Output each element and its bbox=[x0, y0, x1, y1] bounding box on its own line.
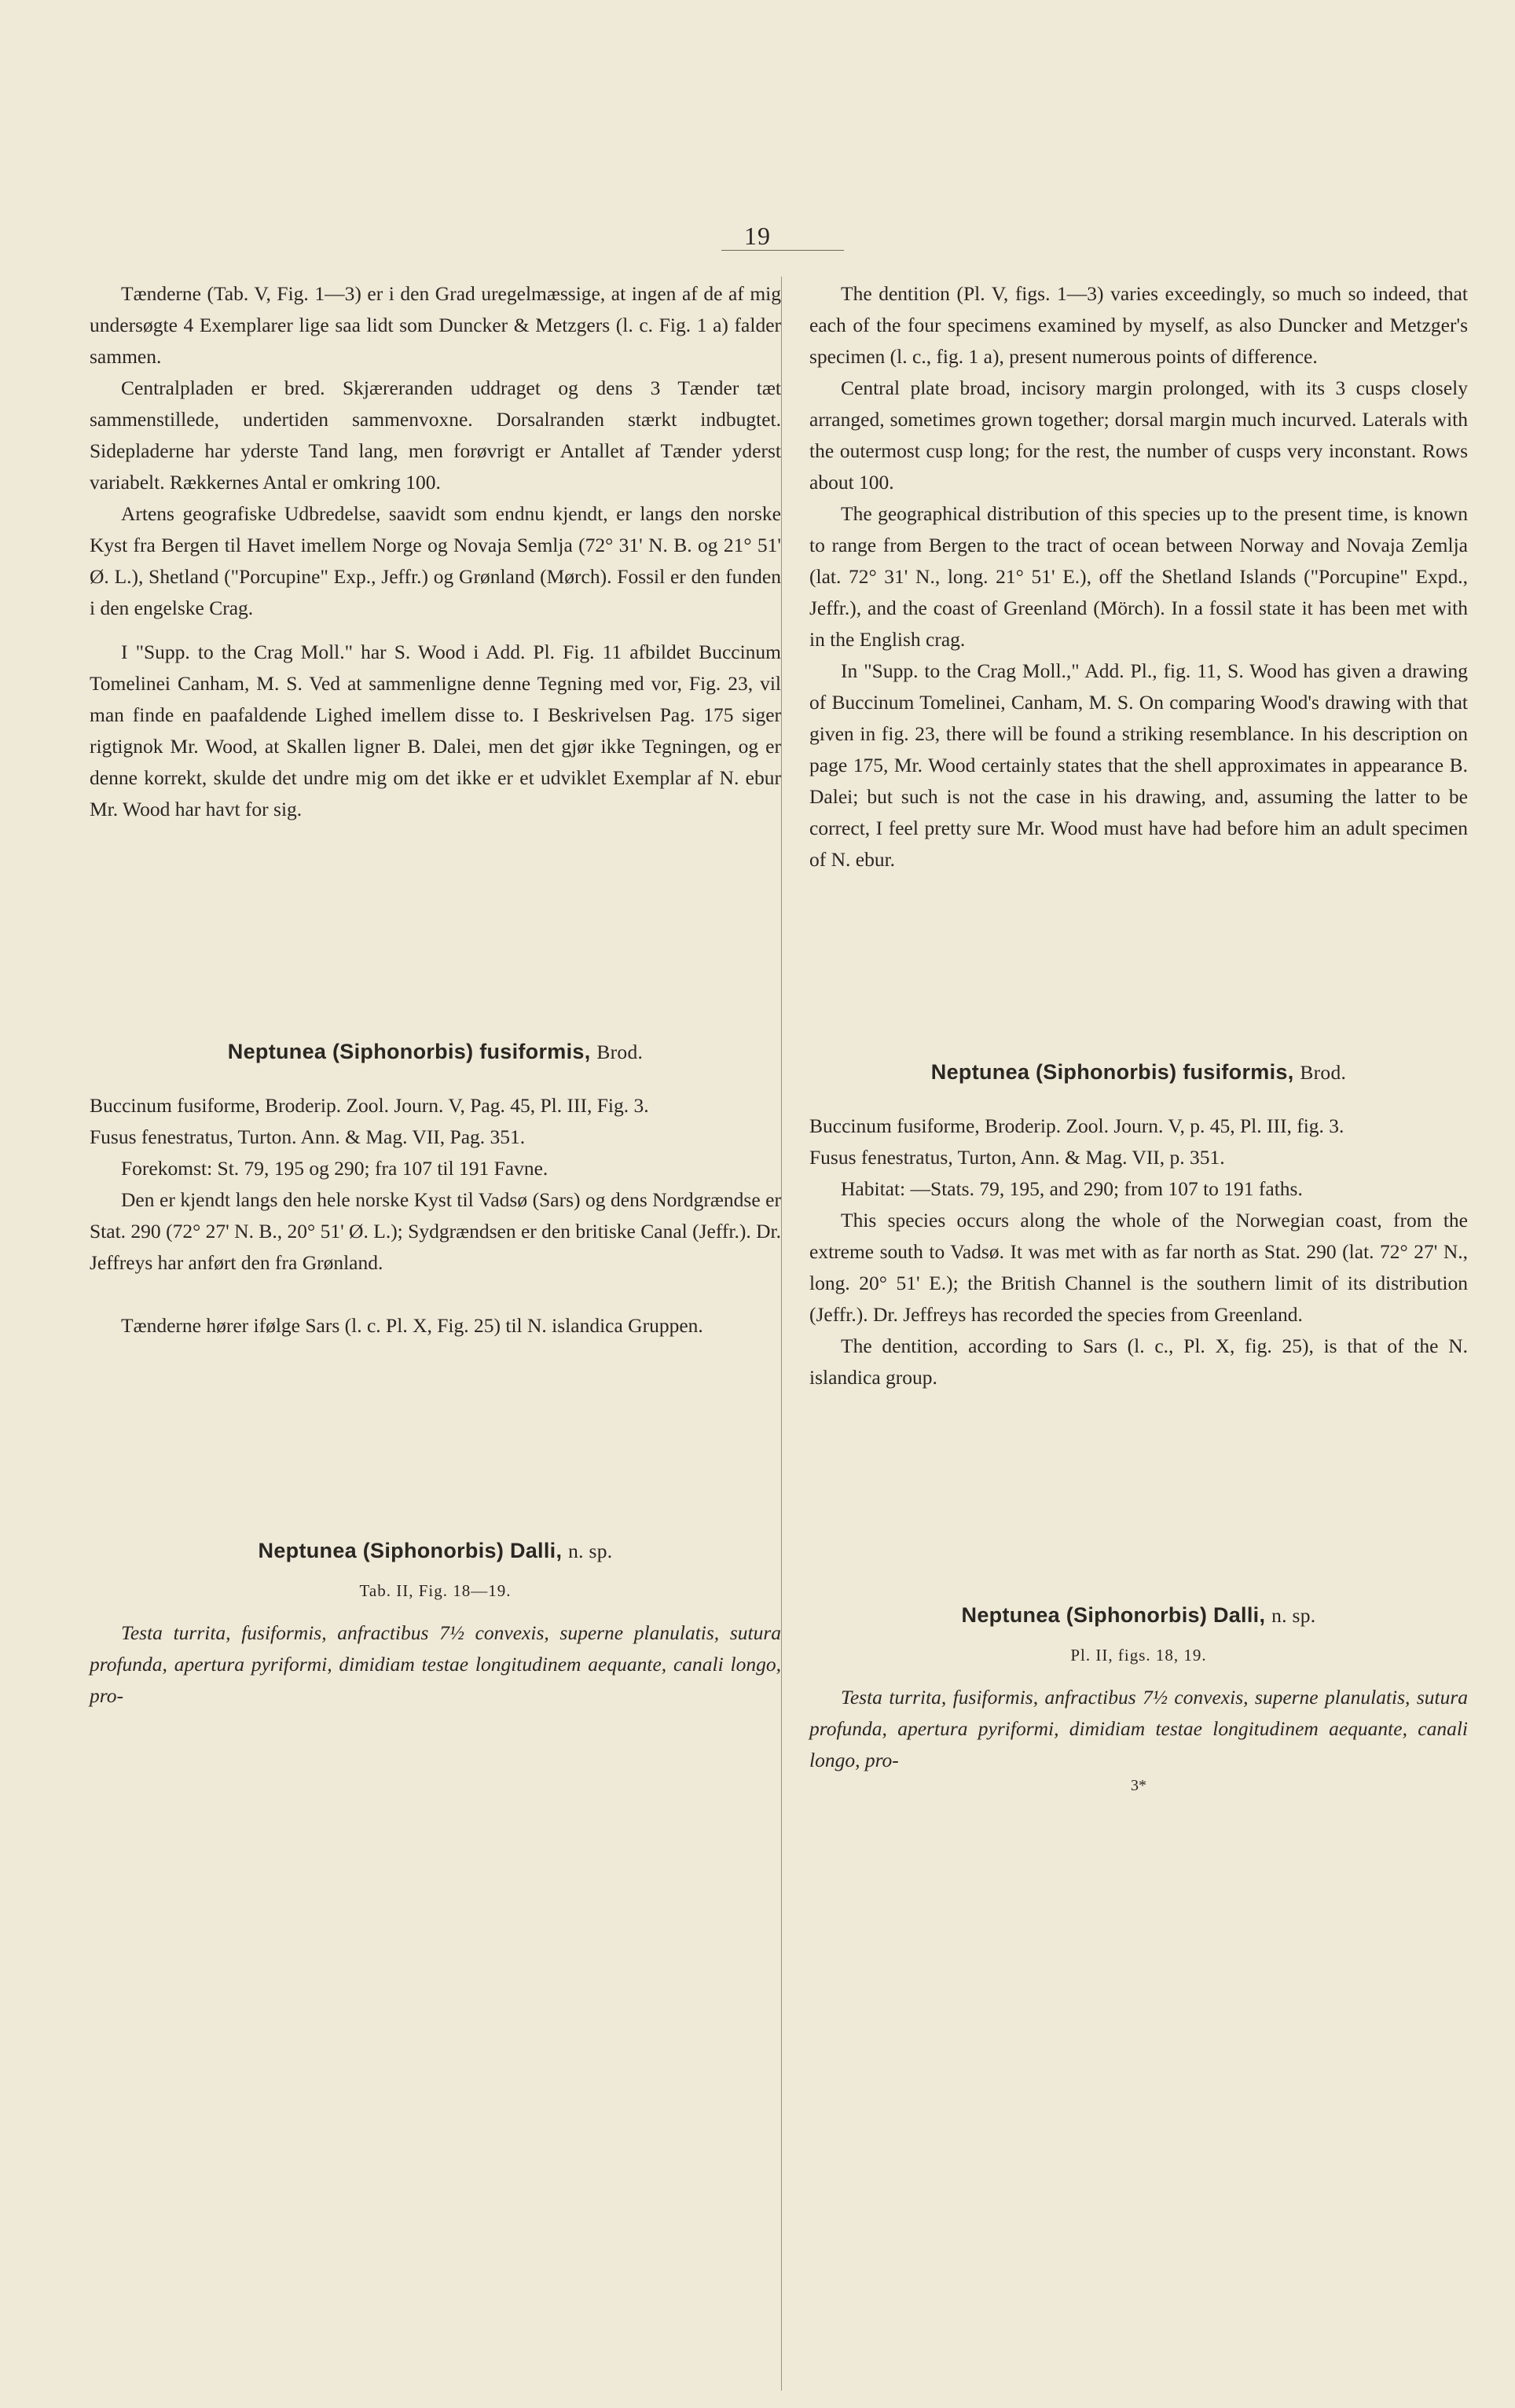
header-rule bbox=[721, 250, 844, 251]
paragraph: The geographical distribution of this species up to the present time, is known to range from Bergen to the tract of ocean between Norway and Novaja Zemlja (lat. 72° 31' N., long. 21° 51' E.), off the Shetland Islands ("Porcupine" Expd., Jeffr.), and the coast of Greenland (Mörch). In a fossil state it has been met with in the English crag. bbox=[809, 502, 1468, 651]
latin-diagnosis: Testa turrita, fusiformis, anfractibus 7½ convexis, superne planulatis, sutura profunda, apertura pyriformi, dimidiam testae longitudinem aequante, canali longo, pro- bbox=[90, 1621, 781, 1707]
paragraph: I "Supp. to the Crag Moll." har S. Wood i Add. Pl. Fig. 11 afbildet Buccinum Tomelinei Canham, M. S. Ved at sammenligne denne Tegning med vor, Fig. 23, vil man finde en paafaldende Lighed imellem disse to. I Beskrivelsen Pag. 175 siger rigtignok Mr. Wood, at Skallen ligner B. Dalei, men det gjør ikke Tegningen, og er denne korrekt, skulde det undre mig om det ikke er et udviklet Exemplar af N. ebur Mr. Wood har havt for sig. bbox=[90, 641, 781, 820]
occurrence: Forekomst: St. 79, 195 og 290; fra 107 til 191 Favne. bbox=[121, 1157, 548, 1180]
paragraph: This species occurs along the whole of the Norwegian coast, from the extreme south to Vadsø. It was met with as far north as Stat. 290 (lat. 72° 27' N., long. 20° 51' E.); the British Channel is the southern limit of its distribution (Jeffr.). Dr. Jeffreys has recorded the species from Greenland. bbox=[809, 1209, 1468, 1326]
species-author: Brod. bbox=[596, 1041, 644, 1063]
paragraph: The dentition, according to Sars (l. c., Pl. X, fig. 25), is that of the N. islandica group. bbox=[809, 1334, 1468, 1389]
habitat: Habitat: —Stats. 79, 195, and 290; from 107 to 191 faths. bbox=[841, 1177, 1303, 1200]
species-heading bbox=[809, 1056, 1468, 1088]
species-author: n. sp. bbox=[568, 1540, 613, 1562]
species-heading bbox=[809, 1599, 1468, 1632]
species-heading bbox=[90, 1535, 781, 1567]
paragraph: Artens geografiske Udbredelse, saavidt som endnu kjendt, er langs den norske Kyst fra Bergen til Havet imellem Norge og Novaja Semlja (72° 31' N. B. og 21° 51' Ø. L.), Shetland ("Porcupine" Exp., Jeffr.) og Grønland (Mørch). Fossil er den funden i den engelske Crag. bbox=[90, 502, 781, 619]
right-column-english bbox=[809, 278, 1468, 1795]
species-name: Neptunea (Siphonorbis) fusiformis, bbox=[930, 1060, 1294, 1084]
species-author: Brod. bbox=[1300, 1061, 1347, 1084]
synonym: Fusus fenestratus, Turton. Ann. & Mag. VII, Pag. 351. bbox=[90, 1125, 526, 1148]
plate-reference: Tab. II, Fig. 18—19. bbox=[359, 1581, 512, 1600]
species-heading bbox=[90, 1036, 781, 1068]
column-divider bbox=[781, 277, 782, 2391]
plate-reference: Pl. II, figs. 18, 19. bbox=[1070, 1646, 1207, 1665]
synonym: Buccinum fusiforme, Broderip. Zool. Journ. V, Pag. 45, Pl. III, Fig. 3. bbox=[90, 1094, 649, 1117]
paragraph: In "Supp. to the Crag Moll.," Add. Pl., fig. 11, S. Wood has given a drawing of Buccinum Tomelinei, Canham, M. S. On comparing Wood's drawing with that given in fig. 23, there will be found a striking resemblance. In his description on page 175, Mr. Wood certainly states that the shell approximates in appearance B. Dalei; but such is not the case in his drawing, and, assuming the latter to be correct, I feel pretty sure Mr. Wood must have had before him an adult specimen of N. ebur. bbox=[809, 659, 1468, 871]
page-number: 19 bbox=[744, 222, 771, 250]
species-name: Neptunea (Siphonorbis) Dalli, bbox=[258, 1539, 563, 1562]
paragraph: Den er kjendt langs den hele norske Kyst til Vadsø (Sars) og dens Nordgrændse er Stat. 290 (72° 27' N. B., 20° 51' Ø. L.); Sydgrændsen er den britiske Canal (Jeffr.). Dr. Jeffreys har anført den fra Grønland. bbox=[90, 1188, 781, 1274]
signature-mark: 3* bbox=[1131, 1777, 1146, 1794]
paragraph: Tænderne hører ifølge Sars (l. c. Pl. X, Fig. 25) til N. islandica Gruppen. bbox=[121, 1314, 703, 1337]
paragraph: Central plate broad, incisory margin prolonged, with its 3 cusps closely arranged, sometimes grown together; dorsal margin much incurved. Laterals with the outermost cusp long; for the rest, the number of cusps very inconstant. Rows about 100. bbox=[809, 376, 1468, 494]
paragraph: The dentition (Pl. V, figs. 1—3) varies exceedingly, so much so indeed, that each of the four specimens examined by myself, as also Duncker and Metzger's specimen (l. c., fig. 1 a), present numerous points of difference. bbox=[809, 282, 1468, 368]
synonym: Fusus fenestratus, Turton, Ann. & Mag. VII, p. 351. bbox=[809, 1146, 1225, 1169]
species-author: n. sp. bbox=[1271, 1604, 1316, 1627]
species-name: Neptunea (Siphonorbis) Dalli, bbox=[961, 1603, 1266, 1627]
species-name: Neptunea (Siphonorbis) fusiformis, bbox=[227, 1040, 591, 1063]
synonym: Buccinum fusiforme, Broderip. Zool. Journ. V, p. 45, Pl. III, fig. 3. bbox=[809, 1114, 1344, 1137]
latin-diagnosis: Testa turrita, fusiformis, anfractibus 7½ convexis, superne planulatis, sutura profunda, apertura pyriformi, dimidiam testae longitudinem aequante, canali longo, pro- bbox=[809, 1686, 1468, 1771]
paragraph: Centralpladen er bred. Skjæreranden uddraget og dens 3 Tænder tæt sammenstillede, undertiden sammenvoxne. Dorsalranden stærkt indbugtet. Sidepladerne har yderste Tand lang, men forøvrigt er Antallet af Tænder yderst variabelt. Rækkernes Antal er omkring 100. bbox=[90, 376, 781, 494]
paragraph: Tænderne (Tab. V, Fig. 1—3) er i den Grad uregelmæssige, at ingen af de af mig undersøgte 4 Exemplarer lige saa lidt som Duncker & Metzgers (l. c. Fig. 1 a) falder sammen. bbox=[90, 282, 781, 368]
left-column-norwegian bbox=[90, 278, 781, 1712]
